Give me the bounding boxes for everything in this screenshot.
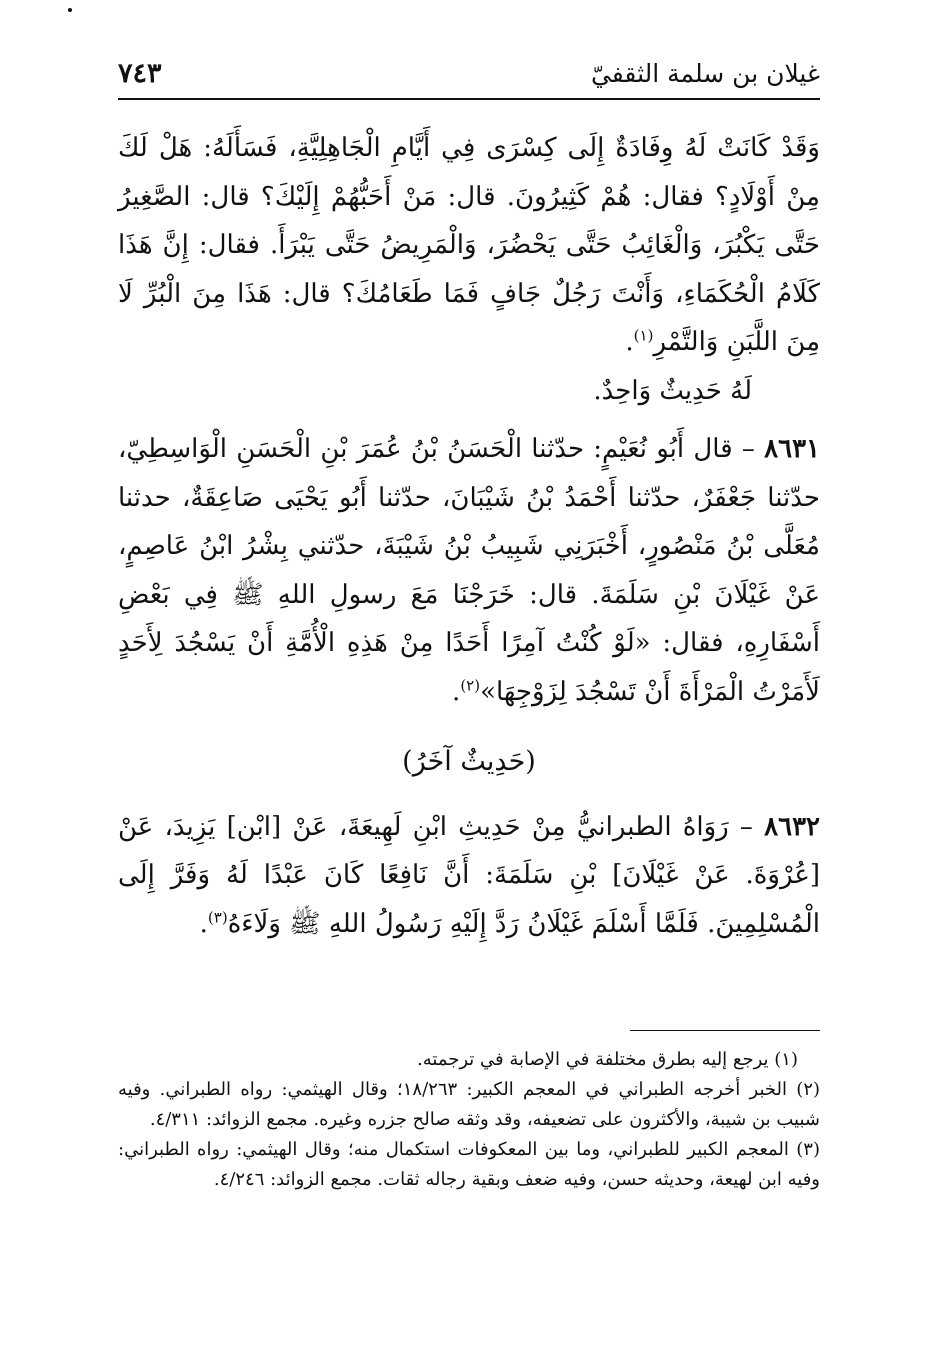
hadith-8631 [118, 425, 820, 716]
hadith-8631-end: . [452, 676, 461, 707]
footnote-rule [630, 1030, 820, 1031]
hadith-8631-text: – قال أَبُو نُعَيْمٍ: حدّثنا الْحَسَنُ بْنُ عُمَرَ بْنِ الْحَسَنِ الْوَاسِطِيّ، حدّثنا جَعْفَرٌ، حدّثنا أَحْمَدُ بْنُ شَيْبَانَ، حدّثنا أَبُو يَحْيَى صَاعِقَةٌ، حدثنا مُعَلَّى بْنُ مَنْصُورٍ، أَخْبَرَنِي شَبِيبُ بْنُ شَيْبَةَ، حدّثني بِشْرُ ابْنُ عَاصِمٍ، عَنْ غَيْلَانَ بْنِ سَلَمَةَ. قال: خَرَجْنَا مَعَ رسولِ اللهِ ﷺ فِي بَعْضِ أَسْفَارِهِ، فقال: «لَوْ كُنْتُ آمِرًا أَحَدًا مِنْ هَذِهِ الْأُمَّةِ أَنْ يَسْجُدَ لِأَحَدٍ لَأَمَرْتُ الْمَرْأَةَ أَنْ تَسْجُدَ لِزَوْجِهَا» [118, 434, 820, 707]
hadith-8632-end: . [199, 908, 208, 939]
footnote-ref-3: (٣) [207, 907, 228, 926]
footnote-2: (٢) الخبر أخرجه الطبراني في المعجم الكبير: ١٨/٢٦٣؛ وقال الهيثمي: رواه الطبراني. وفيه شبيب بن شيبة، والأكثرون على تضعيفه، وقد وثقه صالح جزره وغيره. مجمع الزوائد: ٤/٣١١. [118, 1079, 821, 1130]
hadith-8632 [118, 803, 820, 949]
paragraph-one-hadith: لَهُ حَدِيثٌ وَاحِدٌ. [593, 375, 752, 406]
page-number: ٧٤٣ [118, 57, 162, 89]
paragraph-intro-end: . [625, 327, 634, 357]
footnote-3: (٣) المعجم الكبير للطبراني، وما بين المعكوفات استكمال منه؛ وقال الهيثمي: رواه الطبراني: وفيه ابن لهيعة، وحديثه حسن، وفيه ضعف وبقية رجاله ثقات. مجمع الزوائد: ٤/٢٤٦. [118, 1139, 820, 1190]
header-rule [118, 98, 820, 100]
main-text [118, 124, 820, 948]
footnotes [118, 1045, 820, 1195]
hadith-8632-text: – رَوَاهُ الطبرانيُّ مِنْ حَدِيثِ ابْنِ لَهِيعَةَ، عَنْ [ابْن] يَزِيدَ، عَنْ [عُرْوَةَ. عَنْ غَيْلَانَ] بْنِ سَلَمَةَ: أَنَّ نَافِعًا كَانَ عَبْدًا لَهُ وَفَرَّ إِلَى الْمُسْلِمِينَ. فَلَمَّا أَسْلَمَ غَيْلَانُ رَدَّ إِلَيْهِ رَسُولُ اللهِ ﷺ وَلَاءَهُ [118, 811, 820, 939]
paragraph-intro [118, 124, 820, 367]
footnote-1: (١) يرجع إليه بطرق مختلفة في الإصابة في ترجمته. [417, 1049, 798, 1070]
footnote-ref-1: (١) [633, 326, 654, 345]
paragraph-intro-text: وَقَدْ كَانَتْ لَهُ وِفَادَةٌ إِلَى كِسْرَى فِي أَيَّامِ الْجَاهِلِيَّةِ، فَسَأَلَهُ: هَلْ لَكَ مِنْ أَوْلَادٍ؟ فقال: هُمْ كَثِيرُونَ. قال: مَنْ أَحَبُّهُمْ إِلَيْكَ؟ قال: الصَّغِيرُ حَتَّى يَكْبُرَ، وَالْغَائِبُ حَتَّى يَحْضُرَ، وَالْمَرِيضُ حَتَّى يَبْرَأَ. فقال: إِنَّ هَذَا كَلَامُ الْحُكَمَاءِ، وَأَنْتَ رَجُلٌ جَافٍ فَمَا طَعَامُكَ؟ قال: هَذَا مِنَ الْبُرِّ لَا مِنَ اللَّبَنِ وَالتَّمْرِ [118, 133, 820, 357]
spacer [118, 415, 820, 425]
running-header [118, 50, 820, 96]
margin-dot [68, 8, 72, 12]
running-title: غيلان بن سلمة الثقفيّ [590, 58, 820, 88]
hadith-number-8632: ٨٦٣٢ [764, 811, 820, 842]
footnote-ref-2: (٢) [460, 675, 481, 694]
hadith-number-8631: ٨٦٣١ [764, 434, 820, 464]
section-heading: (حَدِيثٌ آخَرُ) [402, 746, 536, 777]
